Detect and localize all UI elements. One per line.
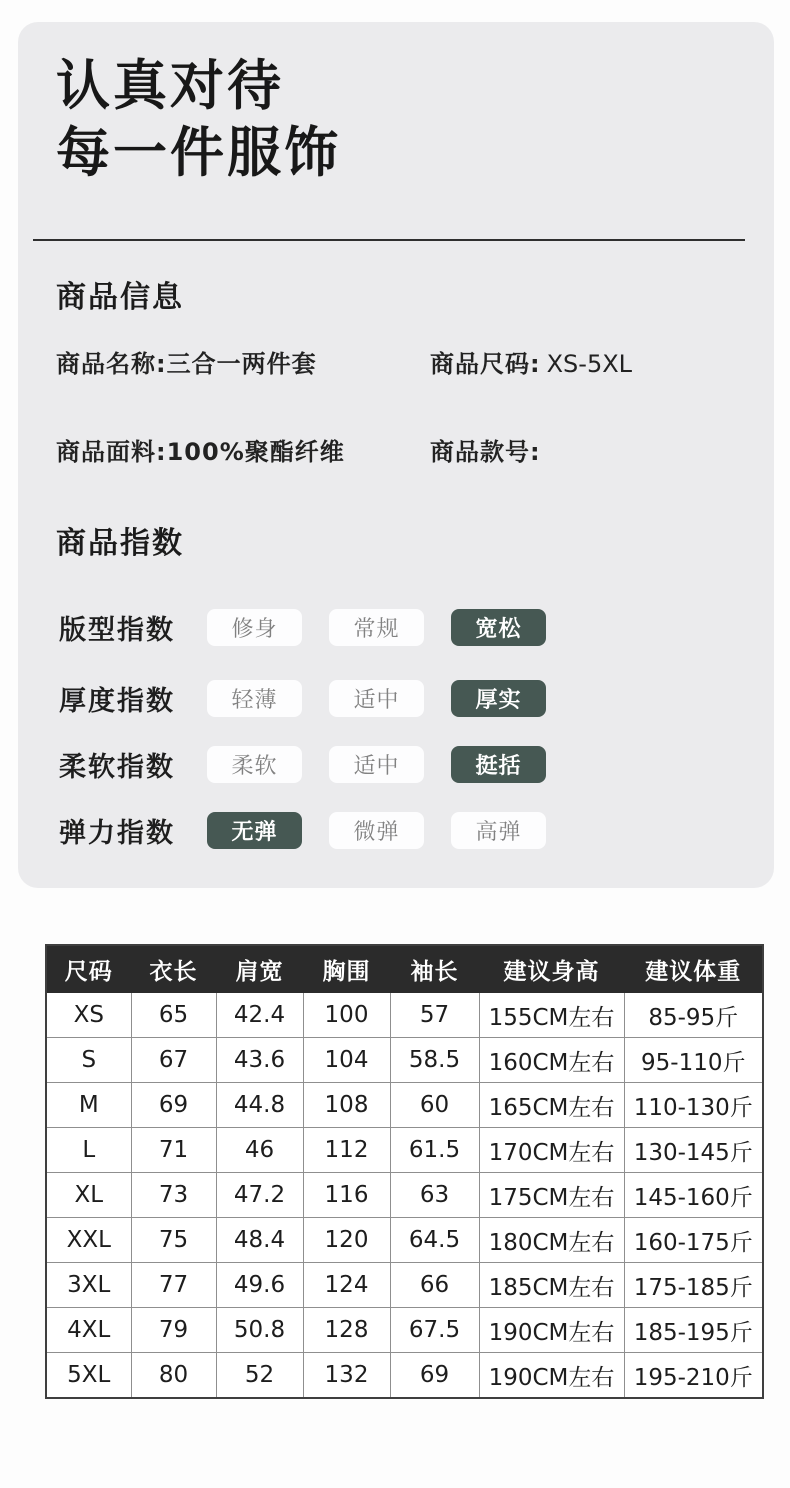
page-title bbox=[56, 52, 341, 186]
size-row bbox=[46, 1308, 763, 1353]
product-info-heading: 商品信息 bbox=[56, 280, 184, 315]
field-product-name bbox=[56, 348, 317, 380]
size-cell: 69 bbox=[131, 1083, 216, 1128]
index-option-badge: 修身 bbox=[207, 609, 302, 646]
field-label: 商品名称: bbox=[56, 350, 167, 378]
size-cell: 43.6 bbox=[216, 1038, 303, 1083]
size-cell: 73 bbox=[131, 1173, 216, 1218]
size-cell: 175-185斤 bbox=[624, 1263, 763, 1308]
page-title-line-1: 认真对待 bbox=[56, 54, 284, 117]
size-cell: L bbox=[46, 1128, 131, 1173]
size-cell: 128 bbox=[303, 1308, 390, 1353]
field-label: 商品款号: bbox=[430, 438, 541, 466]
size-cell: 80 bbox=[131, 1353, 216, 1399]
index-option-badge-selected: 宽松 bbox=[451, 609, 546, 646]
size-cell: 75 bbox=[131, 1218, 216, 1263]
size-cell: 69 bbox=[390, 1353, 479, 1399]
product-detail-card bbox=[18, 22, 774, 888]
index-row-label: 版型指数 bbox=[59, 614, 175, 646]
size-cell: 185-195斤 bbox=[624, 1308, 763, 1353]
index-option-badge: 柔软 bbox=[207, 746, 302, 783]
size-cell: 112 bbox=[303, 1128, 390, 1173]
size-column-header: 肩宽 bbox=[216, 945, 303, 993]
field-value: 三合一两件套 bbox=[166, 350, 317, 378]
index-row bbox=[59, 745, 573, 783]
size-header-row bbox=[46, 945, 763, 993]
size-cell: 104 bbox=[303, 1038, 390, 1083]
product-index-heading: 商品指数 bbox=[56, 526, 184, 561]
size-cell: 124 bbox=[303, 1263, 390, 1308]
size-cell: 3XL bbox=[46, 1263, 131, 1308]
size-cell: XS bbox=[46, 993, 131, 1038]
size-row bbox=[46, 993, 763, 1038]
size-cell: 145-160斤 bbox=[624, 1173, 763, 1218]
field-value: 100%聚酯纤维 bbox=[166, 438, 345, 466]
size-cell: 65 bbox=[131, 993, 216, 1038]
field-product-style-number bbox=[430, 436, 541, 468]
index-option-badge-selected: 厚实 bbox=[451, 680, 546, 717]
index-row-label: 柔软指数 bbox=[59, 751, 175, 783]
field-label: 商品尺码: bbox=[430, 350, 541, 378]
divider bbox=[33, 239, 745, 241]
index-option-badge: 高弹 bbox=[451, 812, 546, 849]
size-cell: 170CM左右 bbox=[479, 1128, 624, 1173]
size-cell: 116 bbox=[303, 1173, 390, 1218]
size-cell: 180CM左右 bbox=[479, 1218, 624, 1263]
size-cell: 47.2 bbox=[216, 1173, 303, 1218]
size-cell: 63 bbox=[390, 1173, 479, 1218]
size-cell: 95-110斤 bbox=[624, 1038, 763, 1083]
index-row-label: 厚度指数 bbox=[59, 685, 175, 717]
size-cell: 160CM左右 bbox=[479, 1038, 624, 1083]
size-row bbox=[46, 1038, 763, 1083]
index-option-badge: 轻薄 bbox=[207, 680, 302, 717]
page-title-line-2: 每一件服饰 bbox=[56, 121, 341, 184]
size-column-header: 衣长 bbox=[131, 945, 216, 993]
size-cell: 160-175斤 bbox=[624, 1218, 763, 1263]
index-option-badge: 常规 bbox=[329, 609, 424, 646]
size-cell: 77 bbox=[131, 1263, 216, 1308]
size-cell: 190CM左右 bbox=[479, 1353, 624, 1399]
size-cell: 61.5 bbox=[390, 1128, 479, 1173]
index-option-badge-selected: 无弹 bbox=[207, 812, 302, 849]
size-cell: 42.4 bbox=[216, 993, 303, 1038]
size-cell: 67.5 bbox=[390, 1308, 479, 1353]
field-product-size bbox=[430, 348, 632, 380]
field-label: 商品面料: bbox=[56, 438, 167, 466]
size-chart-table bbox=[45, 944, 764, 1399]
size-cell: 108 bbox=[303, 1083, 390, 1128]
field-product-fabric bbox=[56, 436, 345, 468]
size-cell: 175CM左右 bbox=[479, 1173, 624, 1218]
field-value: XS-5XL bbox=[546, 350, 633, 378]
size-cell: 132 bbox=[303, 1353, 390, 1399]
size-cell: 100 bbox=[303, 993, 390, 1038]
size-cell: 44.8 bbox=[216, 1083, 303, 1128]
size-cell: 4XL bbox=[46, 1308, 131, 1353]
index-option-badge: 微弹 bbox=[329, 812, 424, 849]
size-cell: 185CM左右 bbox=[479, 1263, 624, 1308]
size-cell: 48.4 bbox=[216, 1218, 303, 1263]
size-cell: 5XL bbox=[46, 1353, 131, 1399]
size-row bbox=[46, 1353, 763, 1399]
size-cell: 195-210斤 bbox=[624, 1353, 763, 1399]
size-cell: M bbox=[46, 1083, 131, 1128]
size-cell: 52 bbox=[216, 1353, 303, 1399]
size-row bbox=[46, 1128, 763, 1173]
size-cell: 58.5 bbox=[390, 1038, 479, 1083]
size-cell: 46 bbox=[216, 1128, 303, 1173]
size-column-header: 建议身高 bbox=[479, 945, 624, 993]
size-cell: 79 bbox=[131, 1308, 216, 1353]
size-cell: 67 bbox=[131, 1038, 216, 1083]
size-cell: 57 bbox=[390, 993, 479, 1038]
size-cell: 190CM左右 bbox=[479, 1308, 624, 1353]
index-row bbox=[59, 811, 573, 849]
size-column-header: 袖长 bbox=[390, 945, 479, 993]
size-cell: XXL bbox=[46, 1218, 131, 1263]
index-row-label: 弹力指数 bbox=[59, 817, 175, 849]
size-column-header: 建议体重 bbox=[624, 945, 763, 993]
size-column-header: 胸围 bbox=[303, 945, 390, 993]
size-row bbox=[46, 1083, 763, 1128]
size-cell: 49.6 bbox=[216, 1263, 303, 1308]
size-cell: XL bbox=[46, 1173, 131, 1218]
size-cell: 110-130斤 bbox=[624, 1083, 763, 1128]
size-row bbox=[46, 1263, 763, 1308]
index-option-badge: 适中 bbox=[329, 746, 424, 783]
size-cell: 71 bbox=[131, 1128, 216, 1173]
size-cell: 85-95斤 bbox=[624, 993, 763, 1038]
size-row bbox=[46, 1173, 763, 1218]
size-row bbox=[46, 1218, 763, 1263]
size-cell: 165CM左右 bbox=[479, 1083, 624, 1128]
size-cell: 155CM左右 bbox=[479, 993, 624, 1038]
size-cell: 60 bbox=[390, 1083, 479, 1128]
size-cell: 130-145斤 bbox=[624, 1128, 763, 1173]
size-chart-body bbox=[46, 993, 763, 1399]
size-cell: 66 bbox=[390, 1263, 479, 1308]
size-cell: S bbox=[46, 1038, 131, 1083]
index-option-badge-selected: 挺括 bbox=[451, 746, 546, 783]
index-row bbox=[59, 679, 573, 717]
index-option-badge: 适中 bbox=[329, 680, 424, 717]
size-chart-header-row bbox=[46, 945, 763, 993]
index-row bbox=[59, 608, 573, 646]
size-column-header: 尺码 bbox=[46, 945, 131, 993]
size-cell: 64.5 bbox=[390, 1218, 479, 1263]
size-cell: 50.8 bbox=[216, 1308, 303, 1353]
size-cell: 120 bbox=[303, 1218, 390, 1263]
